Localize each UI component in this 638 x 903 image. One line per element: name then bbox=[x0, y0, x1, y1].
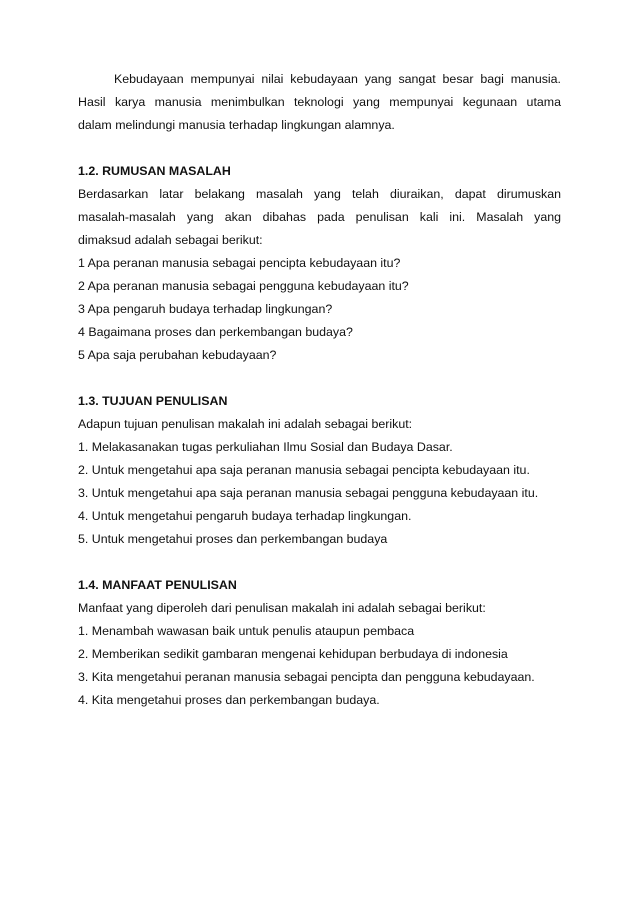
rumusan-line: Berdasarkan latar belakang masalah yang telah diuraikan, dapat dirumuskan bbox=[78, 187, 561, 201]
intro-line: Hasil karya manusia menimbulkan teknologi yang mempunyai kegunaan utama bbox=[78, 95, 561, 109]
manfaat-intro: Manfaat yang diperoleh dari penulisan makalah ini adalah sebagai berikut: bbox=[78, 601, 486, 615]
list-item: 1. Menambah wawasan baik untuk penulis ataupun pembaca bbox=[78, 624, 415, 638]
tujuan-intro: Adapun tujuan penulisan makalah ini adalah sebagai berikut: bbox=[78, 417, 413, 431]
list-item: 3. Kita mengetahui peranan manusia sebagai pencipta dan pengguna kebudayaan. bbox=[78, 670, 535, 684]
list-item: 5 Apa saja perubahan kebudayaan? bbox=[78, 348, 277, 362]
intro-line: dalam melindungi manusia terhadap lingkungan alamnya. bbox=[78, 118, 395, 132]
list-item: 3. Untuk mengetahui apa saja peranan manusia sebagai pengguna kebudayaan itu. bbox=[78, 486, 539, 500]
intro-paragraph bbox=[78, 68, 561, 137]
tujuan-list bbox=[78, 436, 561, 551]
list-item: 1 Apa peranan manusia sebagai pencipta kebudayaan itu? bbox=[78, 256, 401, 270]
rumusan-line: masalah-masalah yang akan dibahas pada penulisan kali ini. Masalah yang bbox=[78, 210, 561, 224]
list-item: 5. Untuk mengetahui proses dan perkembangan budaya bbox=[78, 532, 388, 546]
list-item: 4. Kita mengetahui proses dan perkembangan budaya. bbox=[78, 693, 380, 707]
rumusan-line: dimaksud adalah sebagai berikut: bbox=[78, 233, 263, 247]
list-item: 2. Memberikan sedikit gambaran mengenai kehidupan berbudaya di indonesia bbox=[78, 647, 508, 661]
list-item: 2 Apa peranan manusia sebagai pengguna kebudayaan itu? bbox=[78, 279, 409, 293]
section-heading: 1.3. TUJUAN PENULISAN bbox=[78, 394, 228, 408]
spacer bbox=[78, 137, 561, 160]
section-rumusan-masalah bbox=[78, 160, 561, 367]
section-heading: 1.2. RUMUSAN MASALAH bbox=[78, 164, 231, 178]
intro-line: Kebudayaan mempunyai nilai kebudayaan yang sangat besar bagi manusia. bbox=[114, 72, 561, 86]
rumusan-list bbox=[78, 252, 561, 367]
rumusan-paragraph bbox=[78, 183, 561, 252]
spacer bbox=[78, 367, 561, 390]
spacer bbox=[78, 551, 561, 574]
section-manfaat-penulisan bbox=[78, 574, 561, 712]
list-item: 4. Untuk mengetahui pengaruh budaya terhadap lingkungan. bbox=[78, 509, 412, 523]
list-item: 1. Melakasanakan tugas perkuliahan Ilmu Sosial dan Budaya Dasar. bbox=[78, 440, 453, 454]
document-body bbox=[78, 68, 561, 712]
list-item: 2. Untuk mengetahui apa saja peranan manusia sebagai pencipta kebudayaan itu. bbox=[78, 463, 530, 477]
manfaat-list bbox=[78, 620, 561, 712]
list-item: 4 Bagaimana proses dan perkembangan budaya? bbox=[78, 325, 353, 339]
section-tujuan-penulisan bbox=[78, 390, 561, 551]
section-heading: 1.4. MANFAAT PENULISAN bbox=[78, 578, 237, 592]
list-item: 3 Apa pengaruh budaya terhadap lingkungan? bbox=[78, 302, 333, 316]
